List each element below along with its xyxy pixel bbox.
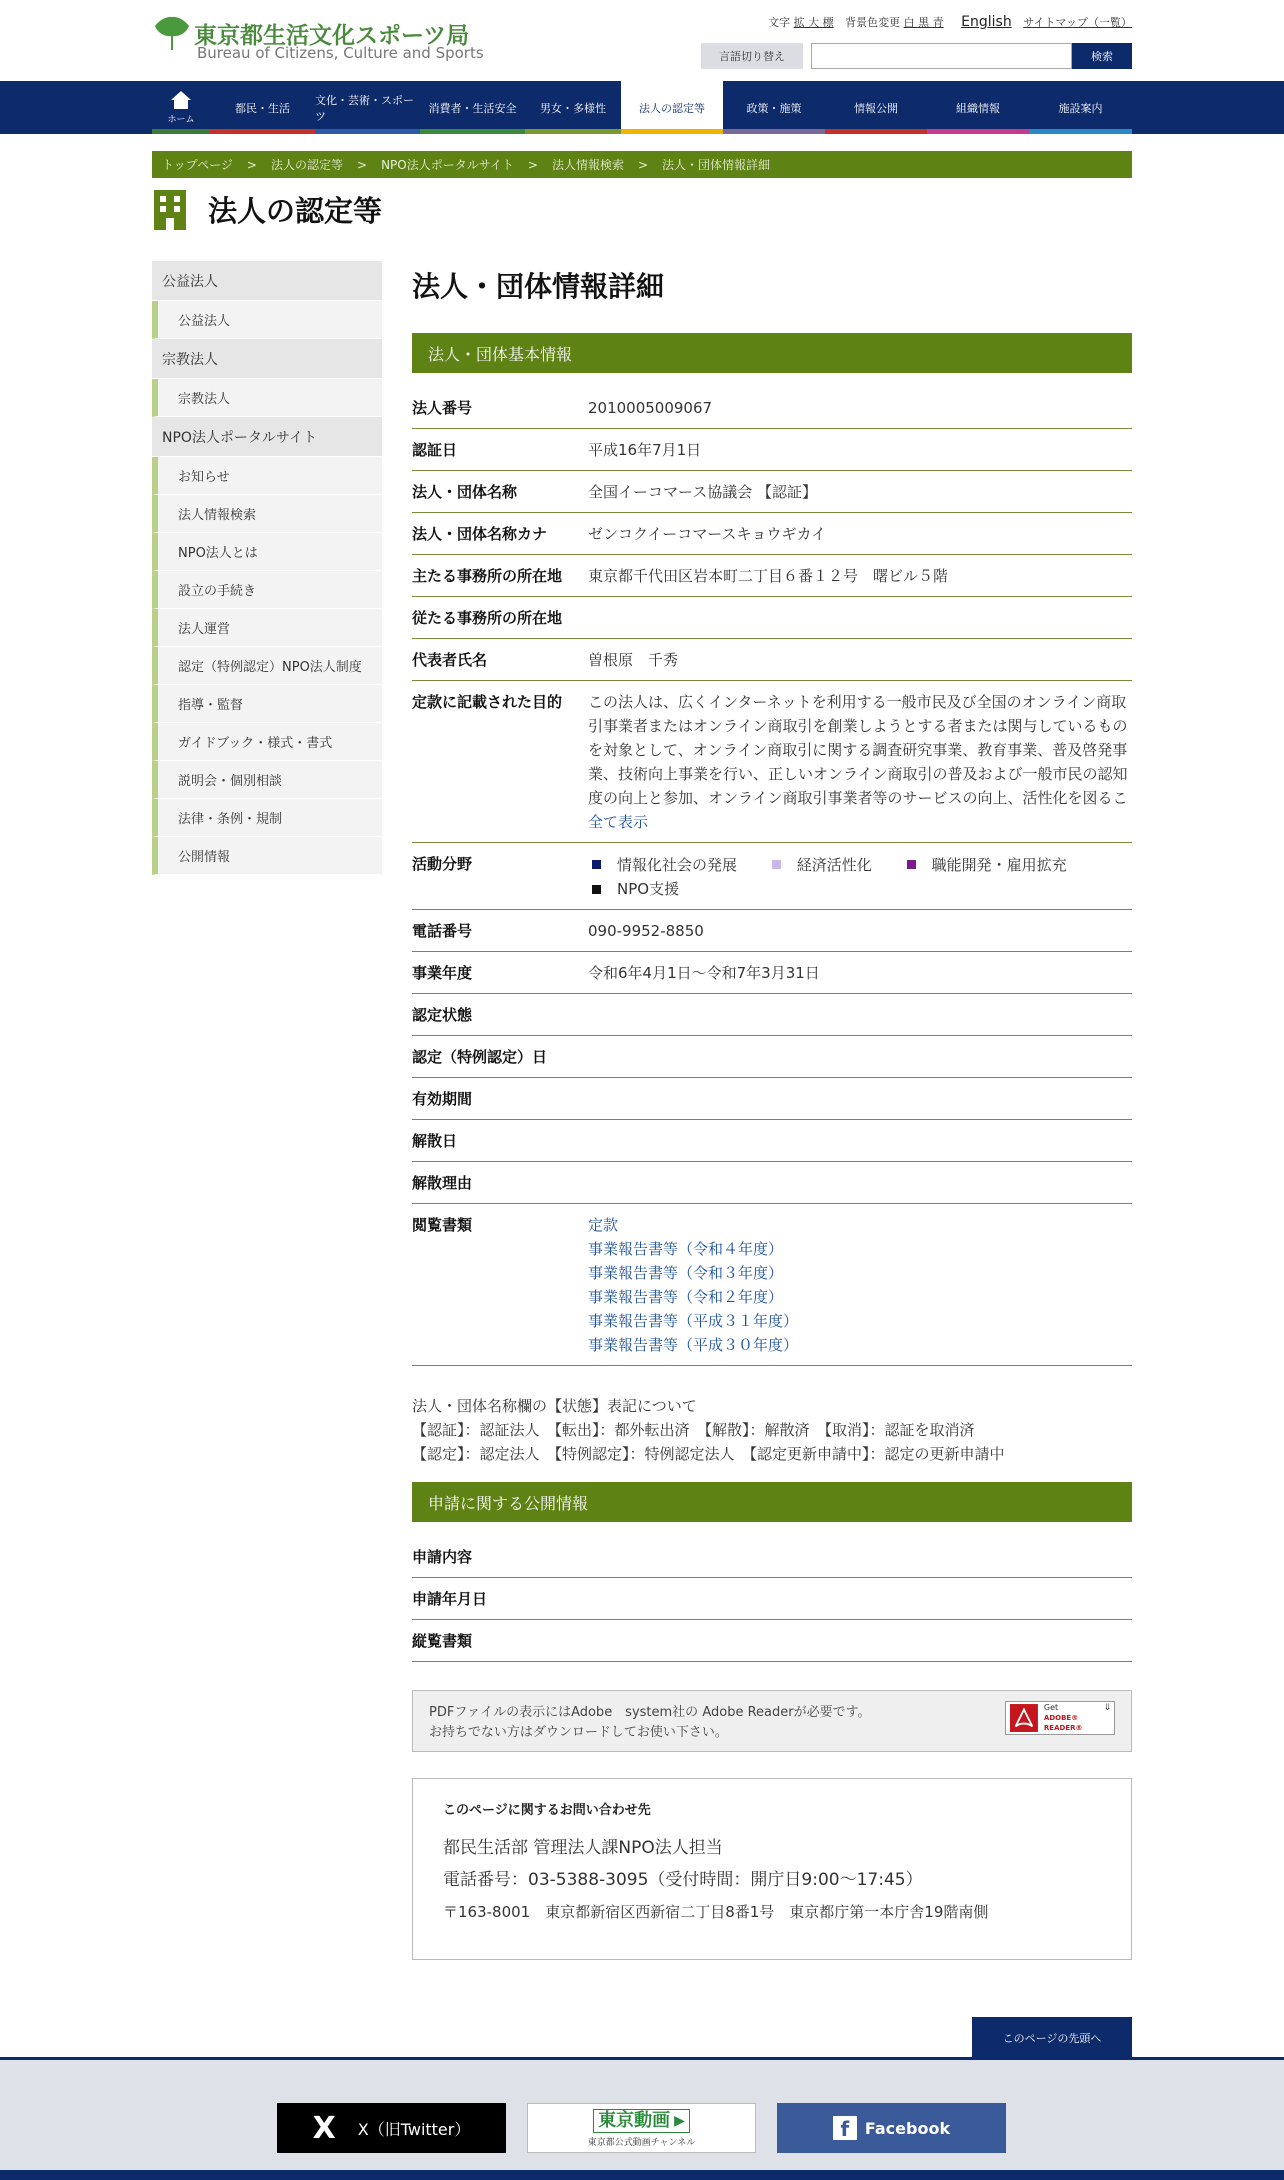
breadcrumb-separator: > [357,157,368,172]
nav-item[interactable] [927,81,1029,134]
row-key: 従たる事務所の所在地 [412,597,588,639]
table-row [412,843,1132,910]
table-row [412,952,1132,994]
row-value: 全国イーコマース協議会 【認証】 [588,471,1132,513]
apply-info-table [412,1536,1132,1662]
nav-item[interactable] [420,81,525,134]
basic-info-table [412,387,1132,1366]
purpose-text: この法人は、広くインターネットを利用する一般市民及び全国のオンライン商取引事業者またはオンライン商取引を創業しようとする者または関与しているものを対象として、オンライン商取引に関する調査研究事業、教育事業、普及啓発事業、技術向上事業を行い、正しいオンライン商取引の普及および一般市民の認知度の向上と参加、オンライン商取引事業者等のサービスの向上、活性化を図るこ [588,693,1128,807]
document-link[interactable]: 事業報告書等（平成３１年度） [588,1312,799,1330]
breadcrumb-link[interactable]: トップページ [162,158,233,172]
document-link[interactable]: 事業報告書等（令和２年度） [588,1288,784,1306]
logo-japanese: 東京都生活文化スポーツ局 [194,23,470,49]
pdf-notice-line: PDFファイルの表示にはAdobe system社の Adobe Readerが必要です。 [429,1705,871,1720]
nav-item[interactable] [315,81,420,134]
square-bullet-icon [907,860,916,869]
tokyo-video-label: 東京動画 [598,2109,671,2131]
table-row [412,994,1132,1036]
note-line: 【認定】：認定法人 【特例認定】：特例認定法人 【認定更新申請中】：認定の更新申請中 [412,1445,1005,1463]
ginkgo-logo-icon [152,14,192,54]
table-row [412,681,1132,843]
row-key: 代表者氏名 [412,639,588,681]
row-value [588,1120,1132,1162]
row-key: 縦覧書類 [412,1620,588,1662]
row-value: 令和6年4月1日〜令和7年3月31日 [588,952,1132,994]
row-key: 定款に記載された目的 [412,681,588,843]
activity-field-label: NPO支援 [617,880,680,898]
twitter-button[interactable] [277,2103,506,2153]
purpose-cell [588,681,1132,843]
row-key: 閲覧書類 [412,1204,588,1366]
row-value: 平成16年7月1日 [588,429,1132,471]
sidebar [152,261,382,875]
nav-home-label: ホーム [167,115,195,125]
apply-info-heading: 申請に関する公開情報 [412,1482,1132,1522]
color-change-options[interactable]: 白 黒 青 [903,16,944,29]
row-key: 活動分野 [412,843,588,910]
adobe-badge-small: Get [1043,1703,1059,1712]
search-input[interactable] [811,43,1072,69]
document-links [588,1204,1132,1366]
document-link[interactable]: 定款 [588,1216,619,1234]
download-icon: ⇓ [1103,1703,1111,1713]
table-row [412,513,1132,555]
adobe-badge-big: ADOBE® READER® [1043,1714,1083,1732]
sidebar-item[interactable]: 宗教法人 [152,379,382,417]
table-row [412,597,1132,639]
nav-color-bar [927,129,1029,134]
table-row [412,555,1132,597]
nav-color-bar [210,129,315,134]
row-key: 有効期間 [412,1078,588,1120]
activity-fields [588,843,1132,910]
pdf-notice-text [429,1703,871,1743]
pdf-notice-line: お持ちでない方はダウンロードしてお使い下さい。 [429,1725,728,1740]
adobe-reader-icon [1010,1703,1038,1733]
row-value [588,1078,1132,1120]
section-title: 法人の認定等 [208,193,383,228]
utility-links [760,14,1132,30]
nav-color-bar [315,129,420,134]
site-footer [0,2057,1284,2180]
show-all-link[interactable]: 全て表示 [588,813,649,831]
row-key: 解散日 [412,1120,588,1162]
contact-heading: このページに関するお問い合わせ先 [443,1803,651,1818]
pdf-notice [412,1690,1132,1752]
breadcrumb-separator: > [637,157,649,172]
row-key: 法人番号 [412,387,588,429]
breadcrumb-link[interactable]: 法人の認定等 [270,158,343,172]
contact-phone: 電話番号：03-5388-3095（受付時間：開庁日9:00〜17:45） [443,1870,923,1890]
row-value: 曽根原 千秀 [588,639,1132,681]
row-key: 認証日 [412,429,588,471]
row-value [588,1036,1132,1078]
sidebar-item[interactable]: 説明会・個別相談 [152,761,382,799]
english-link[interactable]: English [961,14,1012,30]
row-key: 法人・団体名称 [412,471,588,513]
table-row [412,910,1132,952]
back-to-top-button[interactable]: このページの先頭へ [972,2017,1132,2059]
page-title: 法人・団体情報詳細 [412,270,665,303]
activity-field-label: 情報化社会の発展 [617,855,738,874]
activity-field-label: 経済活性化 [796,855,872,874]
nav-color-bar [525,129,621,134]
table-row [412,1620,1132,1662]
table-row [412,471,1132,513]
nav-item-label: 消費者・生活安全 [428,101,517,115]
home-icon [170,90,192,110]
table-row [412,387,1132,429]
nav-color-bar [723,129,825,134]
nav-item-label: 政策・施策 [746,101,802,115]
global-nav [0,81,1284,134]
row-key: 事業年度 [412,952,588,994]
breadcrumb-link[interactable]: 法人情報検索 [551,158,624,172]
row-value: 2010005009067 [588,387,1132,429]
document-link[interactable]: 事業報告書等（令和４年度） [588,1240,784,1258]
note-line: 【認証】：認証法人 【転出】：都外転出済 【解散】：解散済 【取消】：認証を取消済 [412,1421,975,1439]
row-key: 主たる事務所の所在地 [412,555,588,597]
main-content [412,261,1132,1960]
font-size-options[interactable]: 拡 大 標 [793,16,834,29]
document-link[interactable]: 事業報告書等（令和３年度） [588,1264,784,1282]
table-row [412,639,1132,681]
sidebar-item[interactable]: 法人情報検索 [152,495,382,533]
nav-item-active[interactable] [621,81,723,134]
facebook-icon: f [833,2116,857,2140]
nav-color-bar [152,129,210,134]
sidebar-item[interactable]: 公開情報 [152,837,382,875]
sidebar-item[interactable]: 公益法人 [152,301,382,339]
nav-item-label: 組織情報 [956,101,1000,115]
color-change-label: 背景色変更 [845,16,901,29]
sidebar-item[interactable]: お知らせ [152,457,382,495]
sidebar-item[interactable]: ガイドブック・様式・書式 [152,723,382,761]
nav-color-bar [825,129,927,134]
table-row [412,1204,1132,1366]
square-bullet-icon [592,885,601,894]
breadcrumb-separator: > [527,157,538,172]
row-value [588,1620,1132,1662]
table-row [412,1578,1132,1620]
row-key: 認定（特例認定）日 [412,1036,588,1078]
row-value [588,597,1132,639]
nav-item-label: 都民・生活 [235,101,290,115]
activity-field [588,853,737,877]
activity-field [588,877,679,901]
search-button[interactable]: 検索 [1072,43,1132,69]
document-link[interactable]: 事業報告書等（平成３０年度） [588,1336,799,1354]
note-line: 法人・団体名称欄の【状態】表記について [412,1397,697,1415]
facebook-label: Facebook [864,2118,951,2138]
breadcrumb [152,151,1132,178]
row-key: 電話番号 [412,910,588,952]
sidebar-item[interactable]: NPO法人とは [152,533,382,571]
contact-department: 都民生活部 管理法人課NPO法人担当 [443,1838,723,1858]
row-key: 申請年月日 [412,1578,588,1620]
table-row [412,429,1132,471]
nav-item-label: 法人の認定等 [639,101,705,115]
row-value: ゼンコクイーコマースキョウギカイ [588,513,1132,555]
table-row [412,1120,1132,1162]
nav-item[interactable] [723,81,825,134]
activity-field [768,853,872,877]
table-row [412,1536,1132,1578]
nav-color-bar [621,129,723,134]
table-row [412,1036,1132,1078]
row-value: 東京都千代田区岩本町二丁目６番１２号 曙ビル５階 [588,555,1132,597]
sidebar-item[interactable]: 法人運営 [152,609,382,647]
contact-address: 〒163-8001 東京都新宿区西新宿二丁目8番1号 東京都庁第一本庁舎19階南側 [443,1903,989,1921]
row-key: 解散理由 [412,1162,588,1204]
nav-item[interactable] [825,81,927,134]
row-value [588,1578,1132,1620]
table-row [412,1162,1132,1204]
activity-field [903,853,1067,877]
nav-color-bar [1029,129,1132,134]
sidebar-item[interactable]: 法律・条例・規制 [152,799,382,837]
square-bullet-icon [772,860,781,869]
tokyo-video-sub: 東京都公式動画チャンネル [587,2137,696,2148]
section-header [152,186,382,232]
sitemap-link[interactable]: サイトマップ（一覧） [1023,16,1132,29]
row-key: 法人・団体名称カナ [412,513,588,555]
site-logo[interactable] [152,14,492,66]
nav-item-label: 男女・多様性 [540,101,606,115]
play-icon: ▶ [674,2112,685,2129]
table-row [412,1078,1132,1120]
logo-english: Bureau of Citizens, Culture and Sports [197,44,484,62]
facebook-button[interactable] [777,2103,1006,2153]
nav-color-bar [420,129,525,134]
row-value: 090-9952-8850 [588,910,1132,952]
row-value [588,994,1132,1036]
tokyo-video-logo [593,2109,690,2133]
font-size-label: 文字 [768,16,791,29]
row-key: 認定状態 [412,994,588,1036]
sidebar-group[interactable]: NPO法人ポータルサイト [152,417,382,457]
breadcrumb-separator: > [246,157,257,172]
activity-field-label: 職能開発・雇用拡充 [931,855,1067,874]
building-icon [152,188,188,230]
sidebar-group[interactable]: 公益法人 [152,261,382,301]
nav-home[interactable] [152,81,210,134]
x-logo-icon: X [312,2110,336,2146]
footer-bottom-bar [0,2170,1284,2180]
contact-box [412,1778,1132,1960]
nav-item[interactable] [210,81,315,134]
nav-item[interactable] [525,81,621,134]
basic-info-heading: 法人・団体基本情報 [412,333,1132,373]
square-bullet-icon [592,860,601,869]
nav-item[interactable] [1029,81,1132,134]
sidebar-item[interactable]: 認定（特例認定）NPO法人制度 [152,647,382,685]
row-key: 申請内容 [412,1536,588,1578]
nav-item-label: 施設案内 [1058,101,1103,115]
row-value [588,1536,1132,1578]
get-adobe-reader-button[interactable] [1005,1701,1115,1735]
sidebar-item[interactable]: 設立の手続き [152,571,382,609]
nav-item-label: 情報公開 [854,101,898,115]
twitter-label: X（旧Twitter） [357,2119,471,2139]
language-button[interactable]: 言語切り替え [701,43,803,69]
row-value [588,1162,1132,1204]
breadcrumb-current: 法人・団体情報詳細 [662,158,771,172]
tokyo-video-button[interactable] [527,2103,756,2153]
sidebar-item[interactable]: 指導・監督 [152,685,382,723]
breadcrumb-link[interactable]: NPO法人ポータルサイト [381,158,514,172]
sidebar-group[interactable]: 宗教法人 [152,339,382,379]
status-notes [412,1394,1132,1466]
site-header [0,0,1284,81]
nav-item-label: 文化・芸術・スポーツ [315,93,414,123]
